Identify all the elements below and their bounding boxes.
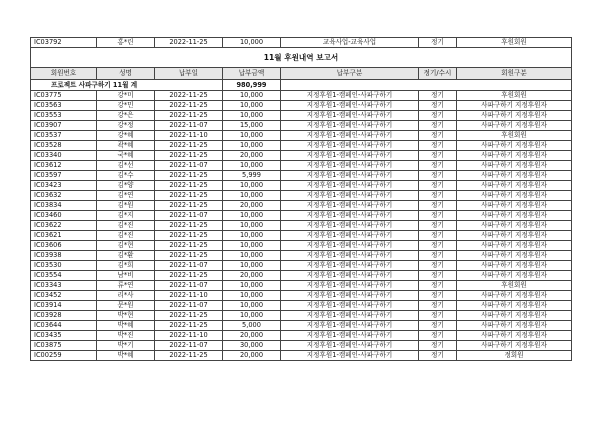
report-title-row — [31, 48, 572, 68]
table-row — [31, 91, 572, 101]
cell-category: 지정후원1-캠페인-사파구하기 — [281, 311, 419, 321]
cell-member: 사파구하기 지정후원자 — [457, 271, 572, 281]
table-row — [31, 211, 572, 221]
cell-amount: 10,000 — [223, 291, 281, 301]
cell-date: 2022-11-10 — [155, 131, 223, 141]
cell-type: 정기 — [419, 331, 457, 341]
cell-amount: 10,000 — [223, 241, 281, 251]
cell-member: 사파구하기 지정후원자 — [457, 261, 572, 271]
cell-date: 2022-11-25 — [155, 101, 223, 111]
table-row — [31, 241, 572, 251]
cell-name: 김*환 — [97, 251, 155, 261]
cell-type: 정기 — [419, 311, 457, 321]
cell-type: 정기 — [419, 181, 457, 191]
cell-date: 2022-11-25 — [155, 191, 223, 201]
cell-date: 2022-11-07 — [155, 121, 223, 131]
cell-member: 사파구하기 지정후원자 — [457, 291, 572, 301]
table-row — [31, 311, 572, 321]
cell-type: 정기 — [419, 201, 457, 211]
cell-type: 정기 — [419, 121, 457, 131]
cell-member: 사파구하기 지정후원자 — [457, 141, 572, 151]
cell-category: 지정후원1-캠페인-사파구하기 — [281, 161, 419, 171]
cell-id: IC03775 — [31, 91, 97, 101]
table-row — [31, 201, 572, 211]
cell-id: IC03460 — [31, 211, 97, 221]
table-row — [31, 271, 572, 281]
cell-date: 2022-11-25 — [155, 91, 223, 101]
cell-category: 지정후원1-캠페인-사파구하기 — [281, 121, 419, 131]
cell-member: 후원회원 — [457, 131, 572, 141]
cell-category: 지정후원1-캠페인-사파구하기 — [281, 321, 419, 331]
table-row — [31, 251, 572, 261]
cell-id: IC03928 — [31, 311, 97, 321]
table-row — [31, 301, 572, 311]
table-row — [31, 351, 572, 361]
cell-member: 사파구하기 지정후원자 — [457, 341, 572, 351]
cell-date: 2022-11-25 — [155, 151, 223, 161]
cell-date: 2022-11-25 — [155, 251, 223, 261]
cell-name: 남*비 — [97, 271, 155, 281]
cell-name: 강*미 — [97, 91, 155, 101]
cell-name: 김*진 — [97, 231, 155, 241]
table-row — [31, 191, 572, 201]
cell-amount: 10,000 — [223, 281, 281, 291]
cell-date: 2022-11-25 — [155, 271, 223, 281]
cell-date: 2022-11-07 — [155, 261, 223, 271]
cell-type: 정기 — [419, 101, 457, 111]
cell-category: 지정후원1-캠페인-사파구하기 — [281, 221, 419, 231]
cell-id: IC03553 — [31, 111, 97, 121]
cell-amount: 30,000 — [223, 341, 281, 351]
cell-amount: 20,000 — [223, 331, 281, 341]
table-row — [31, 111, 572, 121]
cell-amount: 10,000 — [223, 141, 281, 151]
cell-amount: 10,000 — [223, 101, 281, 111]
cell-name: 강*혜 — [97, 131, 155, 141]
cell-id: IC03423 — [31, 181, 97, 191]
cell-category: 지정후원1-캠페인-사파구하기 — [281, 281, 419, 291]
cell-category: 지정후원1-캠페인-사파구하기 — [281, 181, 419, 191]
cell-date: 2022-11-25 — [155, 221, 223, 231]
cell-name: 김*진 — [97, 221, 155, 231]
cell-id: IC03537 — [31, 131, 97, 141]
cell-category: 지정후원1-캠페인-사파구하기 — [281, 231, 419, 241]
table-row — [31, 231, 572, 241]
header-date: 납부일 — [155, 68, 223, 80]
cell-name: 강*정 — [97, 121, 155, 131]
cell-date: 2022-11-10 — [155, 291, 223, 301]
cell-date: 2022-11-25 — [155, 111, 223, 121]
cell-member: 후원회원 — [457, 91, 572, 101]
cell-member: 사파구하기 지정후원자 — [457, 171, 572, 181]
cell-date: 2022-11-07 — [155, 161, 223, 171]
cell-member: 사파구하기 지정후원자 — [457, 231, 572, 241]
cell-id: IC03343 — [31, 281, 97, 291]
cell-id: IC03621 — [31, 231, 97, 241]
header-member: 회원구분 — [457, 68, 572, 80]
cell-name: 곽*혜 — [97, 141, 155, 151]
table-row — [31, 161, 572, 171]
cell-type: 정기 — [419, 161, 457, 171]
cell-amount: 10,000 — [223, 301, 281, 311]
cell-id: IC03792 — [31, 38, 97, 48]
cell-date: 2022-11-07 — [155, 281, 223, 291]
total-blank — [281, 80, 572, 91]
table-row — [31, 321, 572, 331]
cell-amount: 10,000 — [223, 191, 281, 201]
cell-id: IC03435 — [31, 331, 97, 341]
cell-id: IC03452 — [31, 291, 97, 301]
cell-member: 사파구하기 지정후원자 — [457, 161, 572, 171]
cell-id: IC03875 — [31, 341, 97, 351]
header-type: 정기/수시 — [419, 68, 457, 80]
cell-name: 김*수 — [97, 171, 155, 181]
cell-name: 박*혜 — [97, 321, 155, 331]
cell-amount: 20,000 — [223, 351, 281, 361]
cell-date: 2022-11-25 — [155, 171, 223, 181]
cell-type: 정기 — [419, 271, 457, 281]
cell-name: 박*현 — [97, 311, 155, 321]
cell-id: IC03622 — [31, 221, 97, 231]
cell-member: 사파구하기 지정후원자 — [457, 331, 572, 341]
cell-name: 강*은 — [97, 111, 155, 121]
table-row — [31, 101, 572, 111]
header-name: 성명 — [97, 68, 155, 80]
cell-name: 문*원 — [97, 301, 155, 311]
cell-category: 지정후원1-캠페인-사파구하기 — [281, 171, 419, 181]
cell-member: 사파구하기 지정후원자 — [457, 101, 572, 111]
table-row — [31, 151, 572, 161]
cell-date: 2022-11-25 — [155, 311, 223, 321]
cell-category: 지정후원1-캠페인-사파구하기 — [281, 191, 419, 201]
cell-category: 지정후원1-캠페인-사파구하기 — [281, 301, 419, 311]
cell-id: IC03340 — [31, 151, 97, 161]
cell-amount: 10,000 — [223, 211, 281, 221]
cell-name: 김*연 — [97, 191, 155, 201]
cell-type: 정기 — [419, 111, 457, 121]
cell-type: 정기 — [419, 171, 457, 181]
cell-amount: 10,000 — [223, 311, 281, 321]
cell-category: 지정후원1-캠페인-사파구하기 — [281, 131, 419, 141]
cell-category: 교육사업-교육사업 — [281, 38, 419, 48]
total-row — [31, 80, 572, 91]
cell-date: 2022-11-25 — [155, 201, 223, 211]
cell-category: 지정후원1-캠페인-사파구하기 — [281, 241, 419, 251]
cell-amount: 20,000 — [223, 201, 281, 211]
cell-amount: 10,000 — [223, 161, 281, 171]
cell-category: 지정후원1-캠페인-사파구하기 — [281, 201, 419, 211]
cell-date: 2022-11-25 — [155, 38, 223, 48]
table-row — [31, 291, 572, 301]
cell-type: 정기 — [419, 211, 457, 221]
cell-member: 사파구하기 지정후원자 — [457, 221, 572, 231]
cell-name: 김*선 — [97, 161, 155, 171]
cell-category: 지정후원1-캠페인-사파구하기 — [281, 91, 419, 101]
report-title: 11월 후원내역 보고서 — [31, 48, 572, 68]
cell-name: 강*민 — [97, 101, 155, 111]
cell-amount: 10,000 — [223, 131, 281, 141]
cell-category: 지정후원1-캠페인-사파구하기 — [281, 261, 419, 271]
cell-amount: 10,000 — [223, 261, 281, 271]
table-row — [31, 261, 572, 271]
cell-amount: 15,000 — [223, 121, 281, 131]
header-row — [31, 68, 572, 80]
cell-type: 정기 — [419, 231, 457, 241]
cell-id: IC03914 — [31, 301, 97, 311]
cell-amount: 10,000 — [223, 231, 281, 241]
cell-type: 정기 — [419, 281, 457, 291]
cell-category: 지정후원1-캠페인-사파구하기 — [281, 211, 419, 221]
cell-category: 지정후원1-캠페인-사파구하기 — [281, 251, 419, 261]
cell-name: 류*연 — [97, 281, 155, 291]
cell-type: 정기 — [419, 91, 457, 101]
cell-category: 지정후원1-캠페인-사파구하기 — [281, 331, 419, 341]
cell-type: 정기 — [419, 141, 457, 151]
cell-type: 정기 — [419, 151, 457, 161]
cell-member: 사파구하기 지정후원자 — [457, 201, 572, 211]
cell-type: 정기 — [419, 251, 457, 261]
cell-name: 박*기 — [97, 341, 155, 351]
cell-date: 2022-11-07 — [155, 211, 223, 221]
cell-member: 사파구하기 지정후원자 — [457, 211, 572, 221]
cell-member: 사파구하기 지정후원자 — [457, 191, 572, 201]
cell-type: 정기 — [419, 261, 457, 271]
cell-member: 사파구하기 지정후원자 — [457, 301, 572, 311]
cell-type: 정기 — [419, 291, 457, 301]
cell-member: 사파구하기 지정후원자 — [457, 321, 572, 331]
table-row — [31, 341, 572, 351]
cell-id: IC03530 — [31, 261, 97, 271]
cell-name: 김*지 — [97, 211, 155, 221]
cell-member: 사파구하기 지정후원자 — [457, 151, 572, 161]
cell-type: 정기 — [419, 341, 457, 351]
table-row — [31, 181, 572, 191]
cell-member: 정회원 — [457, 351, 572, 361]
cell-member: 사파구하기 지정후원자 — [457, 311, 572, 321]
cell-id: IC03528 — [31, 141, 97, 151]
total-label: 프로젝트 사파구하기 11월 계 — [31, 80, 223, 91]
table-row — [31, 281, 572, 291]
table-row — [31, 121, 572, 131]
cell-id: IC03554 — [31, 271, 97, 281]
cell-amount: 20,000 — [223, 271, 281, 281]
cell-category: 지정후원1-캠페인-사파구하기 — [281, 101, 419, 111]
cell-type: 정기 — [419, 301, 457, 311]
table-row — [31, 141, 572, 151]
cell-date: 2022-11-25 — [155, 141, 223, 151]
cell-id: IC03612 — [31, 161, 97, 171]
cell-date: 2022-11-10 — [155, 331, 223, 341]
cell-category: 지정후원1-캠페인-사파구하기 — [281, 151, 419, 161]
cell-member: 사파구하기 지정후원자 — [457, 251, 572, 261]
table-row — [31, 171, 572, 181]
cell-member: 후원회원 — [457, 38, 572, 48]
cell-name: 박*진 — [97, 331, 155, 341]
cell-name: 리*사 — [97, 291, 155, 301]
cell-amount: 5,999 — [223, 171, 281, 181]
cell-type: 정기 — [419, 191, 457, 201]
cell-id: IC03644 — [31, 321, 97, 331]
cell-member: 사파구하기 지정후원자 — [457, 241, 572, 251]
cell-amount: 10,000 — [223, 251, 281, 261]
cell-id: IC03938 — [31, 251, 97, 261]
donation-report-table — [30, 37, 572, 361]
cell-category: 지정후원1-캠페인-사파구하기 — [281, 271, 419, 281]
cell-id: IC03606 — [31, 241, 97, 251]
cell-type: 정기 — [419, 38, 457, 48]
cell-name: 김*양 — [97, 181, 155, 191]
cell-date: 2022-11-25 — [155, 241, 223, 251]
table-row — [31, 221, 572, 231]
cell-date: 2022-11-07 — [155, 301, 223, 311]
cell-amount: 10,000 — [223, 181, 281, 191]
cell-id: IC03907 — [31, 121, 97, 131]
cell-member: 사파구하기 지정후원자 — [457, 121, 572, 131]
cell-type: 정기 — [419, 221, 457, 231]
total-amount: 980,999 — [223, 80, 281, 91]
cell-amount: 10,000 — [223, 111, 281, 121]
cell-date: 2022-11-25 — [155, 231, 223, 241]
cell-date: 2022-11-25 — [155, 321, 223, 331]
cell-name: 박*혜 — [97, 351, 155, 361]
cell-amount: 10,000 — [223, 221, 281, 231]
cell-id: IC00259 — [31, 351, 97, 361]
cell-amount: 5,000 — [223, 321, 281, 331]
cell-name: 홍*린 — [97, 38, 155, 48]
cell-type: 정기 — [419, 351, 457, 361]
top-row — [31, 38, 572, 48]
cell-id: IC03834 — [31, 201, 97, 211]
cell-category: 지정후원1-캠페인-사파구하기 — [281, 291, 419, 301]
header-id: 회원번호 — [31, 68, 97, 80]
cell-amount: 10,000 — [223, 91, 281, 101]
cell-amount: 10,000 — [223, 38, 281, 48]
cell-category: 지정후원1-캠페인-사파구하기 — [281, 351, 419, 361]
cell-category: 지정후원1-캠페인-사파구하기 — [281, 141, 419, 151]
cell-member: 후원회원 — [457, 281, 572, 291]
cell-id: IC03597 — [31, 171, 97, 181]
cell-name: 김*현 — [97, 241, 155, 251]
cell-type: 정기 — [419, 241, 457, 251]
cell-amount: 20,000 — [223, 151, 281, 161]
cell-date: 2022-11-25 — [155, 351, 223, 361]
cell-name: 김*희 — [97, 261, 155, 271]
cell-type: 정기 — [419, 321, 457, 331]
header-category: 납부구분 — [281, 68, 419, 80]
cell-name: 국*혜 — [97, 151, 155, 161]
cell-date: 2022-11-07 — [155, 341, 223, 351]
cell-member: 사파구하기 지정후원자 — [457, 181, 572, 191]
table-row — [31, 331, 572, 341]
table-row — [31, 131, 572, 141]
cell-member: 사파구하기 지정후원자 — [457, 111, 572, 121]
cell-id: IC03563 — [31, 101, 97, 111]
cell-name: 김*원 — [97, 201, 155, 211]
cell-id: IC03632 — [31, 191, 97, 201]
cell-date: 2022-11-25 — [155, 181, 223, 191]
header-amount: 납부금액 — [223, 68, 281, 80]
cell-category: 지정후원1-캠페인-사파구하기 — [281, 111, 419, 121]
cell-category: 지정후원1-캠페인-사파구하기 — [281, 341, 419, 351]
cell-type: 정기 — [419, 131, 457, 141]
